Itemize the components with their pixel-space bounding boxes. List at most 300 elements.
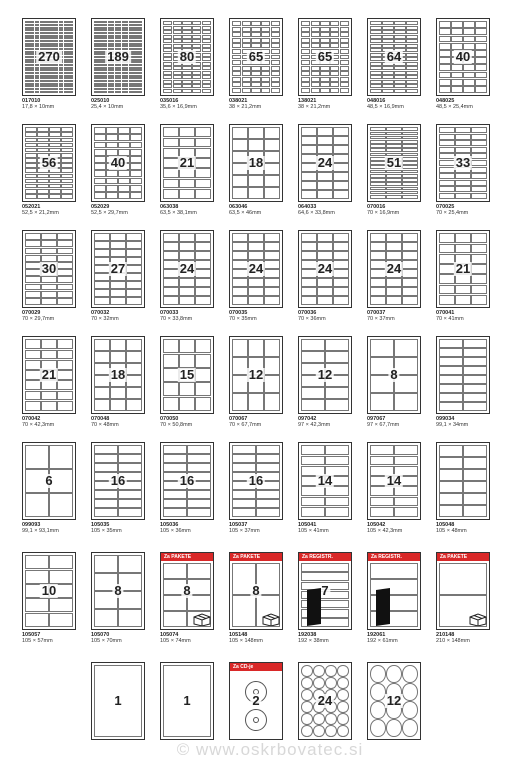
- label-outline: [248, 187, 263, 198]
- label-outline: [115, 91, 121, 93]
- label-outline: [110, 281, 125, 288]
- labels-per-sheet: 14: [317, 473, 333, 488]
- label-outline: [118, 178, 129, 185]
- label-outline: [382, 35, 393, 39]
- label-outline: [264, 296, 279, 304]
- label-outline: [37, 143, 48, 148]
- label-outline: [130, 192, 141, 199]
- label-outline: [370, 153, 385, 157]
- label-product-card[interactable]: [436, 442, 496, 534]
- label-size: 70 × 48mm: [91, 422, 119, 428]
- label-outline: [455, 147, 470, 153]
- label-outline: [406, 48, 417, 52]
- label-outline: [25, 401, 40, 411]
- label-outline: [394, 30, 405, 34]
- label-product-card[interactable]: [367, 230, 427, 322]
- label-outline: [370, 191, 385, 195]
- label-outline: [406, 57, 417, 61]
- label-outline: [251, 88, 260, 93]
- label-outline: [126, 339, 141, 350]
- label-outline: [232, 66, 241, 71]
- label-outline: [320, 21, 329, 26]
- label-outline: [57, 401, 72, 411]
- label-outline: [163, 53, 172, 57]
- label-outline: [455, 140, 470, 146]
- label-outline: [370, 393, 393, 410]
- label-outline: [370, 174, 385, 178]
- label-product-card[interactable]: [367, 124, 427, 216]
- label-outline: [386, 191, 401, 195]
- label-outline: [317, 233, 332, 241]
- label-outline: [49, 132, 60, 137]
- label-outline: [475, 43, 486, 50]
- label-outline: [333, 172, 348, 180]
- label-outline: [394, 393, 417, 410]
- label-product-card[interactable]: [298, 442, 358, 534]
- label-size: 70 × 16,9mm: [367, 210, 400, 216]
- label-outline: [232, 339, 247, 356]
- label-outline: [94, 233, 109, 240]
- label-outline: [370, 148, 385, 152]
- label-outline: [394, 35, 405, 39]
- label-product-card[interactable]: [367, 18, 427, 110]
- product-code: 097042: [298, 416, 317, 422]
- label-outline: [163, 287, 178, 295]
- label-outline: [163, 158, 178, 168]
- label-outline: [94, 297, 109, 304]
- label-product-card[interactable]: [367, 336, 427, 428]
- label-outline: [256, 445, 279, 453]
- label-outline: [439, 43, 450, 50]
- label-product-card[interactable]: [91, 552, 151, 644]
- label-outline: [439, 64, 450, 71]
- label-outline: [317, 127, 332, 135]
- label-outline: [251, 82, 260, 87]
- label-product-card[interactable]: [298, 18, 358, 110]
- label-outline: [402, 719, 417, 736]
- package-icon: [262, 612, 280, 626]
- label-product-card[interactable]: [367, 662, 427, 740]
- label-size: 70 × 33,8mm: [160, 316, 193, 322]
- label-outline: [325, 456, 348, 466]
- label-outline: [202, 26, 211, 30]
- label-product-card[interactable]: [436, 336, 496, 428]
- label-outline: [370, 445, 393, 455]
- label-outline: [439, 180, 454, 186]
- label-outline: [25, 262, 40, 269]
- label-product-card[interactable]: [91, 662, 151, 740]
- label-outline: [406, 21, 417, 25]
- label-outline: [382, 80, 393, 84]
- label-size: 97 × 67,7mm: [367, 422, 400, 428]
- label-outline: [394, 456, 417, 466]
- label-product-card[interactable]: [298, 552, 358, 644]
- label-outline: [370, 269, 385, 277]
- label-outline: [182, 71, 191, 75]
- label-outline: [370, 62, 381, 66]
- label-outline: [402, 182, 417, 186]
- label-sheet-preview: [367, 18, 421, 96]
- label-outline: [25, 189, 36, 194]
- label-outline: [320, 71, 329, 76]
- label-outline: [301, 251, 316, 259]
- label-size: 70 × 42,3mm: [22, 422, 55, 428]
- label-outline: [301, 38, 310, 43]
- label-product-card[interactable]: [436, 230, 496, 322]
- label-outline: [179, 397, 194, 411]
- label-outline: [439, 160, 454, 166]
- labels-per-sheet: 24: [386, 261, 402, 276]
- label-outline: [49, 138, 60, 143]
- label-outline: [61, 158, 72, 163]
- label-outline: [370, 233, 385, 241]
- label-sheet-preview: [229, 552, 283, 630]
- label-size: 99,1 × 34mm: [436, 422, 469, 428]
- label-outline: [325, 445, 348, 455]
- label-outline: [439, 563, 486, 594]
- label-outline: [61, 138, 72, 143]
- label-outline: [57, 350, 72, 360]
- label-product-card[interactable]: [367, 552, 427, 644]
- label-product-card[interactable]: [22, 336, 82, 428]
- label-outline: [261, 38, 270, 43]
- label-outline: [370, 144, 385, 148]
- label-outline: [330, 66, 339, 71]
- label-outline: [261, 27, 270, 32]
- label-outline: [463, 457, 486, 468]
- label-outline: [25, 350, 40, 360]
- label-outline: [173, 84, 182, 88]
- label-outline: [242, 43, 251, 48]
- label-outline: [173, 75, 182, 79]
- label-outline: [471, 167, 486, 173]
- label-outline: [163, 26, 172, 30]
- label-product-card[interactable]: [22, 442, 82, 534]
- label-outline: [301, 136, 316, 144]
- label-outline: [248, 233, 263, 241]
- labels-per-sheet: 18: [110, 367, 126, 382]
- label-outline: [25, 143, 36, 148]
- label-sheet-preview: [229, 230, 283, 308]
- label-size: 38 × 21,2mm: [229, 104, 262, 110]
- label-outline: [370, 507, 393, 517]
- label-outline: [370, 339, 393, 356]
- label-outline: [41, 298, 56, 305]
- label-outline: [301, 145, 316, 153]
- label-outline: [463, 469, 486, 480]
- label-outline: [179, 233, 194, 241]
- label-outline: [340, 71, 349, 76]
- label-outline: [333, 154, 348, 162]
- label-size: 70 × 67,7mm: [229, 422, 262, 428]
- product-code: 070016: [367, 204, 386, 210]
- label-outline: [44, 91, 48, 93]
- label-product-card[interactable]: [229, 442, 289, 534]
- label-outline: [25, 153, 36, 158]
- label-product-card[interactable]: [160, 18, 220, 110]
- label-outline: [37, 189, 48, 194]
- label-outline: [382, 84, 393, 88]
- label-outline: [402, 157, 417, 161]
- label-outline: [261, 66, 270, 71]
- label-outline: [320, 43, 329, 48]
- label-outline: [195, 382, 210, 396]
- label-outline: [202, 66, 211, 70]
- label-product-card[interactable]: [298, 230, 358, 322]
- label-outline: [94, 249, 109, 256]
- label-outline: [163, 454, 186, 462]
- label-product-card[interactable]: [298, 124, 358, 216]
- label-sheet-preview: [436, 230, 490, 308]
- label-outline: [301, 88, 310, 93]
- label-outline: [25, 132, 36, 137]
- label-outline: [173, 21, 182, 25]
- label-outline: [471, 264, 486, 274]
- label-outline: [163, 499, 186, 507]
- label-outline: [333, 278, 348, 286]
- label-product-card[interactable]: [436, 552, 496, 644]
- label-outline: [394, 80, 405, 84]
- label-product-card[interactable]: [229, 662, 289, 740]
- label-product-card[interactable]: [160, 124, 220, 216]
- label-outline: [463, 384, 486, 392]
- label-product-card[interactable]: [367, 442, 427, 534]
- label-outline: [386, 296, 401, 304]
- product-code: 105036: [160, 522, 179, 528]
- label-outline: [439, 402, 462, 410]
- label-outline: [57, 298, 72, 305]
- label-product-card[interactable]: [91, 18, 151, 110]
- label-outline: [402, 683, 417, 700]
- label-outline: [163, 563, 186, 578]
- label-sheet-preview: [229, 124, 283, 202]
- label-outline: [451, 36, 462, 43]
- label-outline: [406, 44, 417, 48]
- label-outline: [25, 174, 36, 179]
- label-outline: [264, 187, 279, 198]
- label-outline: [126, 233, 141, 240]
- label-outline: [471, 233, 486, 243]
- product-code: 025010: [91, 98, 110, 104]
- product-code: 210148: [436, 632, 455, 638]
- label-outline: [330, 32, 339, 37]
- product-code: 070050: [160, 416, 179, 422]
- label-sheet-preview: [91, 442, 145, 520]
- label-outline: [251, 66, 260, 71]
- label-outline: [163, 269, 178, 277]
- label-outline: [406, 71, 417, 75]
- label-outline: [25, 184, 36, 189]
- label-size: 70 × 36mm: [298, 316, 326, 322]
- label-outline: [370, 296, 385, 304]
- label-product-card[interactable]: [298, 336, 358, 428]
- label-outline: [311, 88, 320, 93]
- product-code: 105041: [298, 522, 317, 528]
- label-outline: [118, 463, 141, 471]
- label-outline: [333, 251, 348, 259]
- label-sheet-preview: [229, 336, 283, 414]
- label-outline: [232, 187, 247, 198]
- label-outline: [301, 351, 324, 362]
- label-outline: [439, 86, 450, 93]
- label-outline: [382, 71, 393, 75]
- label-product-card[interactable]: [160, 552, 220, 644]
- label-outline: [187, 490, 210, 498]
- label-outline: [57, 240, 72, 247]
- label-outline: [118, 192, 129, 199]
- label-sheet-preview: [367, 552, 421, 630]
- label-size: 70 × 37mm: [367, 316, 395, 322]
- label-outline: [37, 184, 48, 189]
- label-outline: [370, 665, 385, 682]
- label-sheet-preview: [229, 442, 283, 520]
- label-outline: [463, 393, 486, 401]
- package-icon: [469, 612, 487, 626]
- label-product-card[interactable]: [91, 442, 151, 534]
- label-outline: [337, 701, 348, 712]
- label-outline: [402, 195, 417, 199]
- label-product-card[interactable]: [22, 18, 82, 110]
- label-product-card[interactable]: [298, 662, 358, 740]
- label-product-card[interactable]: [91, 124, 151, 216]
- label-outline: [110, 289, 125, 296]
- label-outline: [370, 71, 381, 75]
- label-outline: [130, 127, 141, 134]
- label-product-card[interactable]: [22, 552, 82, 644]
- label-product-card[interactable]: [229, 230, 289, 322]
- label-outline: [264, 127, 279, 138]
- label-outline: [439, 186, 454, 192]
- label-outline: [463, 445, 486, 456]
- label-sheet-preview: [298, 124, 352, 202]
- label-product-card[interactable]: [229, 124, 289, 216]
- product-code: 105057: [22, 632, 41, 638]
- label-outline: [173, 80, 182, 84]
- label-outline: [37, 138, 48, 143]
- label-outline: [402, 148, 417, 152]
- label-sheet-preview: [91, 230, 145, 308]
- label-outline: [57, 391, 72, 401]
- label-outline: [195, 260, 210, 268]
- label-product-card[interactable]: [160, 662, 220, 740]
- label-outline: [439, 72, 450, 79]
- label-outline: [179, 138, 194, 148]
- label-outline: [25, 284, 40, 291]
- label-outline: [163, 168, 178, 178]
- label-outline: [370, 701, 385, 718]
- label-outline: [333, 127, 348, 135]
- label-outline: [313, 677, 324, 688]
- label-product-card[interactable]: [22, 230, 82, 322]
- label-outline: [232, 88, 241, 93]
- label-product-card[interactable]: [22, 124, 82, 216]
- label-outline: [370, 563, 417, 578]
- label-product-card[interactable]: [160, 442, 220, 534]
- product-code: 064033: [298, 204, 317, 210]
- label-outline: [57, 284, 72, 291]
- label-product-card[interactable]: [229, 336, 289, 428]
- label-outline: [195, 296, 210, 304]
- label-outline: [394, 75, 405, 79]
- label-outline: [25, 370, 40, 380]
- label-outline: [333, 136, 348, 144]
- label-outline: [179, 339, 194, 353]
- label-outline: [94, 273, 109, 280]
- label-outline: [232, 163, 247, 174]
- label-product-card[interactable]: [229, 18, 289, 110]
- label-outline: [455, 173, 470, 179]
- label-outline: [382, 44, 393, 48]
- label-outline: [187, 454, 210, 462]
- label-outline: [370, 278, 385, 286]
- label-outline: [232, 287, 247, 295]
- label-sheet-preview: [367, 230, 421, 308]
- label-outline: [330, 27, 339, 32]
- label-outline: [25, 138, 36, 143]
- label-outline: [163, 445, 186, 453]
- label-outline: [57, 339, 72, 349]
- product-code: 070025: [436, 204, 455, 210]
- label-outline: [126, 297, 141, 304]
- label-outline: [25, 380, 40, 390]
- label-outline: [25, 179, 36, 184]
- label-outline: [232, 127, 247, 138]
- label-product-card[interactable]: [160, 336, 220, 428]
- label-outline: [439, 167, 454, 173]
- label-outline: [471, 173, 486, 179]
- label-product-card[interactable]: [436, 18, 496, 110]
- label-outline: [163, 296, 178, 304]
- label-product-card[interactable]: [436, 124, 496, 216]
- labels-per-sheet: 24: [317, 155, 333, 170]
- label-product-card[interactable]: [91, 336, 151, 428]
- label-outline: [232, 393, 247, 410]
- label-size: 210 × 148mm: [436, 638, 470, 644]
- label-outline: [49, 445, 72, 468]
- label-outline: [130, 149, 141, 156]
- label-outline: [463, 21, 474, 28]
- label-outline: [41, 350, 56, 360]
- label-outline: [439, 357, 462, 365]
- label-product-card[interactable]: [91, 230, 151, 322]
- label-outline: [382, 89, 393, 93]
- label-outline: [106, 192, 117, 199]
- label-outline: [61, 179, 72, 184]
- label-sheet-preview: [298, 230, 352, 308]
- label-outline: [386, 174, 401, 178]
- label-outline: [455, 127, 470, 133]
- label-outline: [264, 287, 279, 295]
- label-outline: [455, 244, 470, 254]
- label-size: 105 × 57mm: [22, 638, 53, 644]
- label-outline: [301, 233, 316, 241]
- label-outline: [182, 66, 191, 70]
- label-outline: [386, 148, 401, 152]
- label-outline: [330, 21, 339, 26]
- label-size: 64,6 × 33,8mm: [298, 210, 335, 216]
- label-size: 52,5 × 29,7mm: [91, 210, 128, 216]
- label-outline: [301, 572, 348, 581]
- label-outline: [439, 295, 454, 305]
- label-outline: [163, 278, 178, 286]
- label-product-card[interactable]: [229, 552, 289, 644]
- label-outline: [271, 55, 280, 60]
- label-outline: [187, 499, 210, 507]
- label-product-card[interactable]: [160, 230, 220, 322]
- label-outline: [261, 21, 270, 26]
- labels-per-sheet: 12: [386, 693, 402, 708]
- label-outline: [202, 48, 211, 52]
